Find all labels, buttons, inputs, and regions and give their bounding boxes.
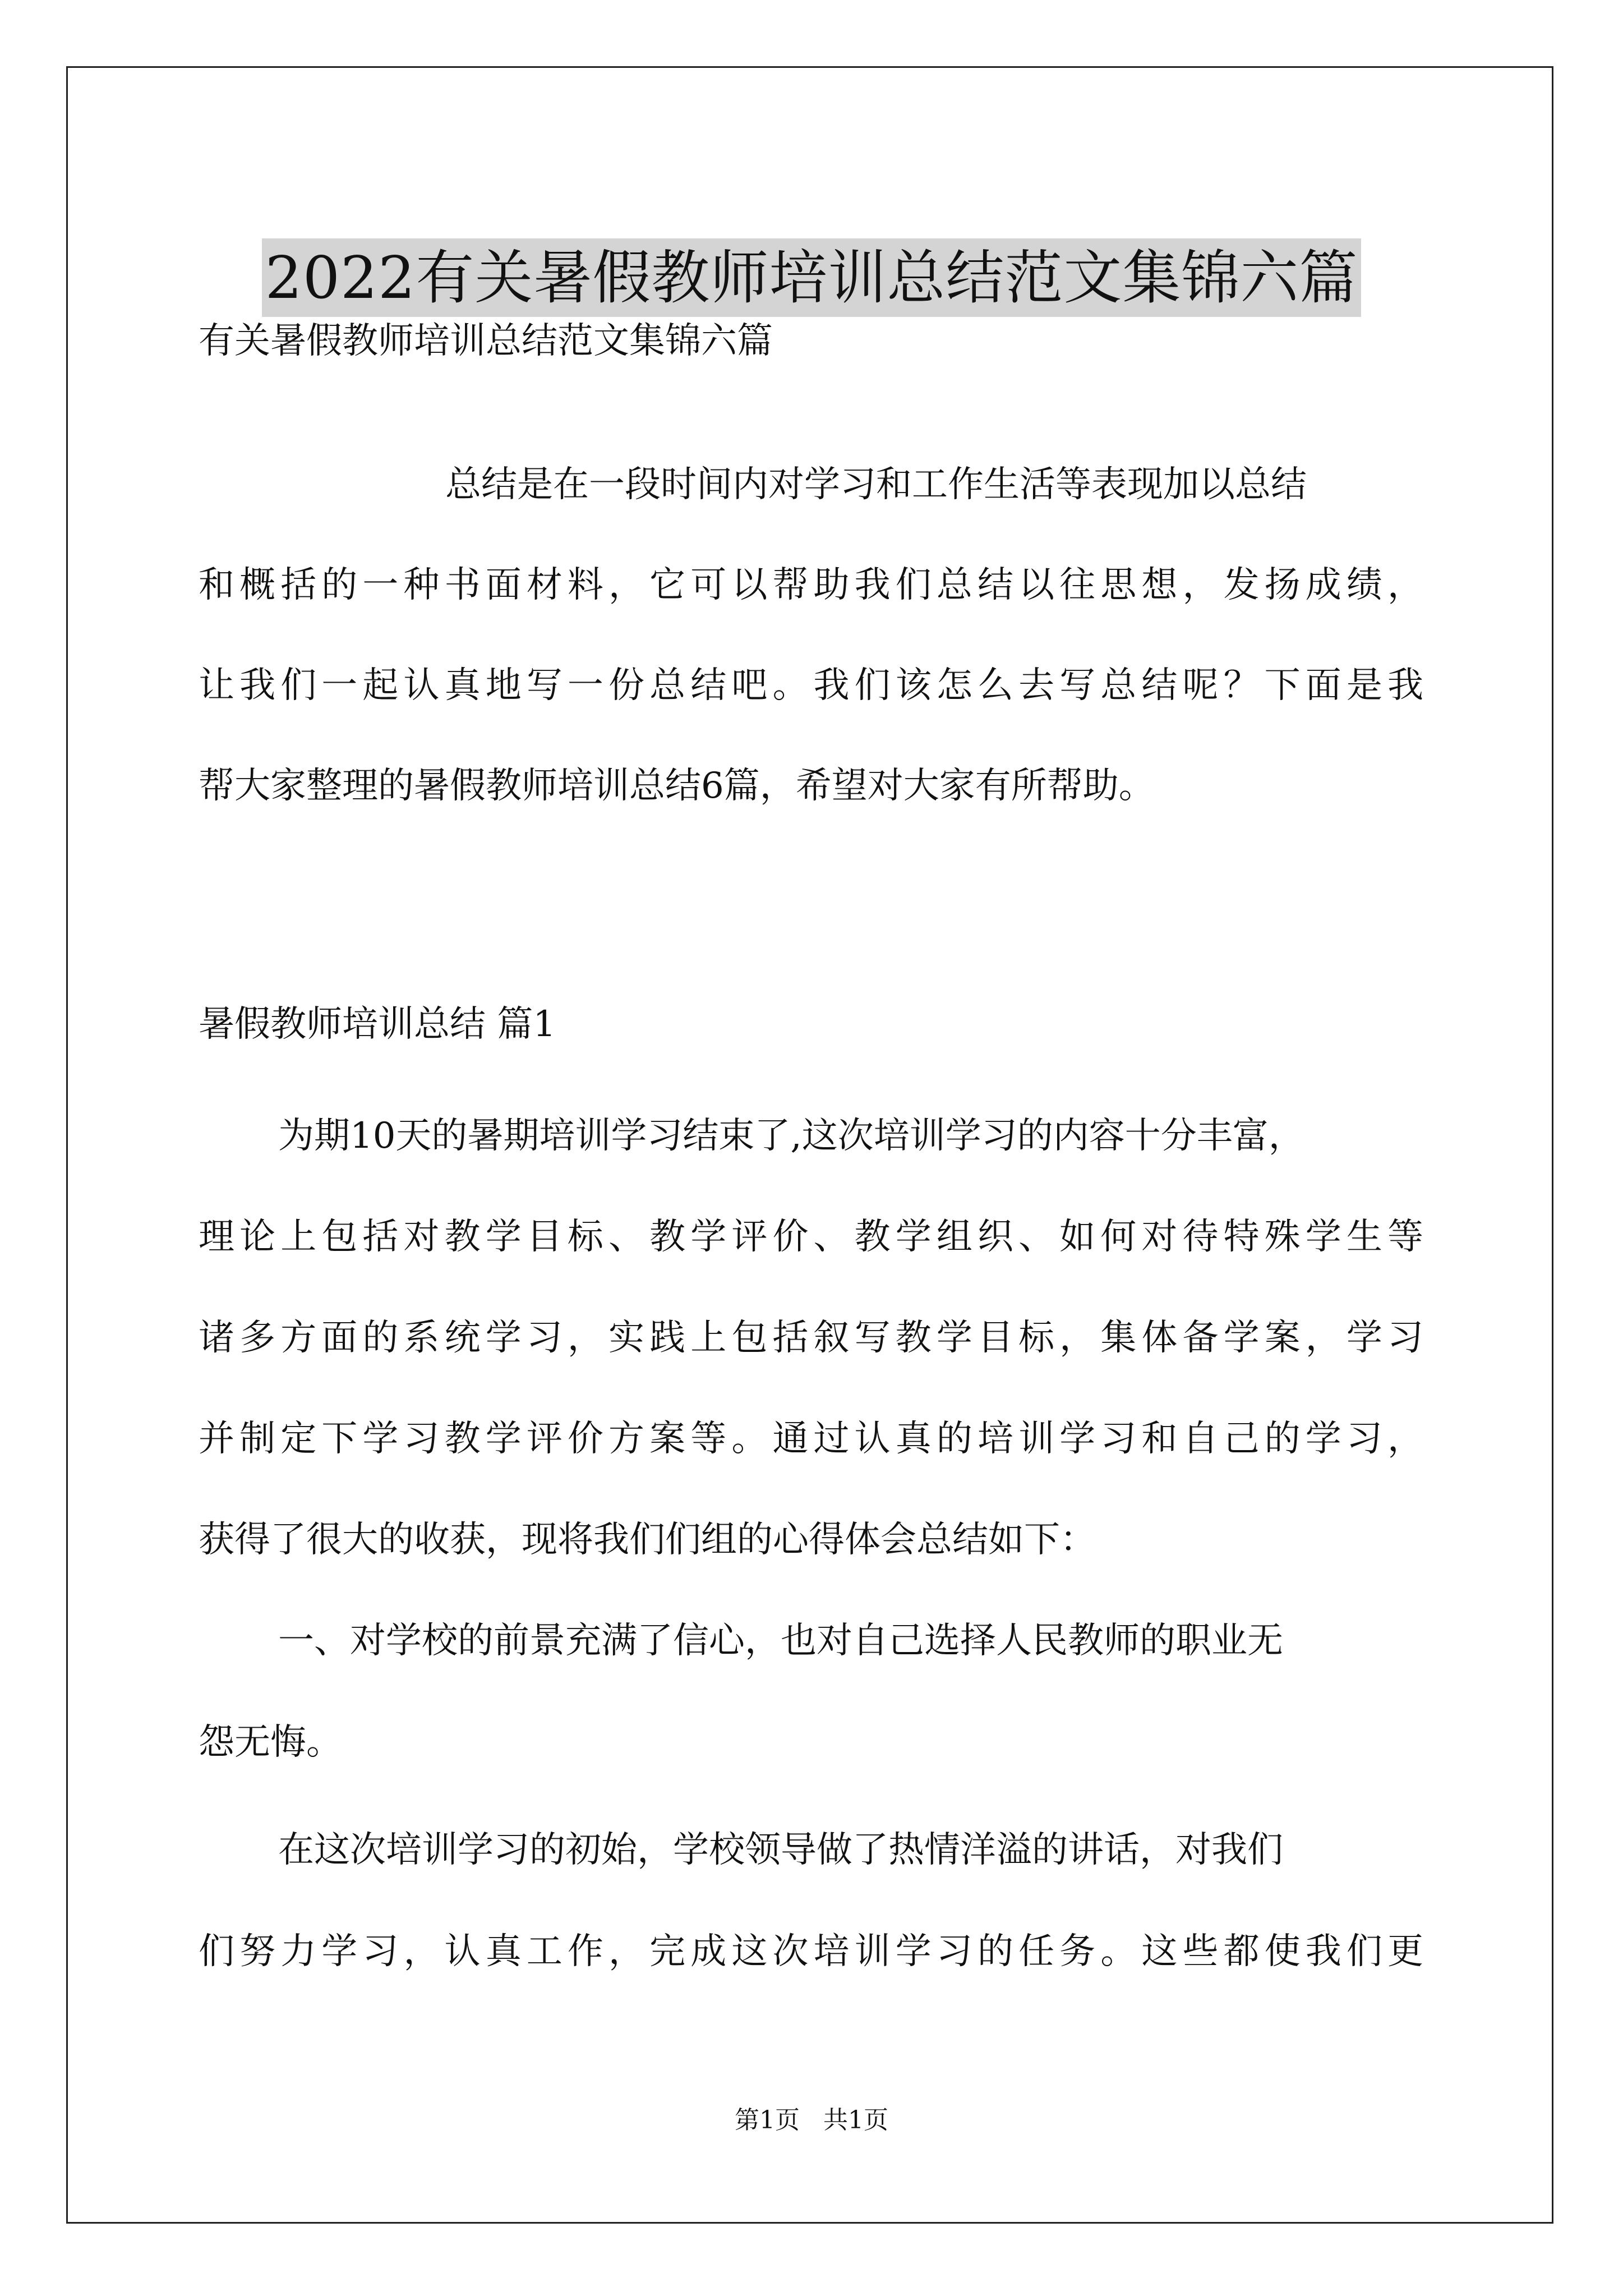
page-number: 第1页: [735, 2106, 800, 2134]
body-line: 为期10天的暑期培训学习结束了,这次培训学习的内容十分丰富，: [278, 1115, 1304, 1157]
body-line: 理论上包括对教学目标、教学评价、教学组织、如何对待特殊学生等: [199, 1216, 1423, 1258]
body-line: 并制定下学习教学评价方案等。通过认真的培训学习和自己的学习，: [199, 1418, 1423, 1460]
intro-line: 和概括的一种书面材料，它可以帮助我们总结以往思想，发扬成绩，: [199, 564, 1423, 606]
body-line: 获得了很大的收获，现将我们们组的心得体会总结如下：: [199, 1519, 1096, 1561]
body-line: 怨无悔。: [199, 1722, 342, 1763]
total-pages: 共1页: [823, 2106, 888, 2134]
document-title: 2022有关暑假教师培训总结范文集锦六篇: [262, 238, 1362, 317]
body-line: 一、对学校的前景充满了信心，也对自己选择人民教师的职业无: [278, 1620, 1283, 1662]
body-line: 们努力学习，认真工作，完成这次培训学习的任务。这些都使我们更: [199, 1931, 1423, 1972]
page-footer: [0, 2104, 1623, 2137]
section-heading: 暑假教师培训总结 篇1: [199, 1004, 556, 1045]
body-line: 诸多方面的系统学习，实践上包括叙写教学目标，集体备学案，学习: [199, 1317, 1423, 1359]
document-subtitle: 有关暑假教师培训总结范文集锦六篇: [199, 320, 773, 362]
intro-line: 让我们一起认真地写一份总结吧。我们该怎么去写总结呢？下面是我: [199, 665, 1423, 706]
intro-line: 帮大家整理的暑假教师培训总结6篇，希望对大家有所帮助。: [199, 765, 1155, 807]
intro-line: 总结是在一段时间内对学习和工作生活等表现加以总结: [445, 464, 1307, 505]
body-line: 在这次培训学习的初始，学校领导做了热情洋溢的讲话，对我们: [278, 1829, 1283, 1871]
